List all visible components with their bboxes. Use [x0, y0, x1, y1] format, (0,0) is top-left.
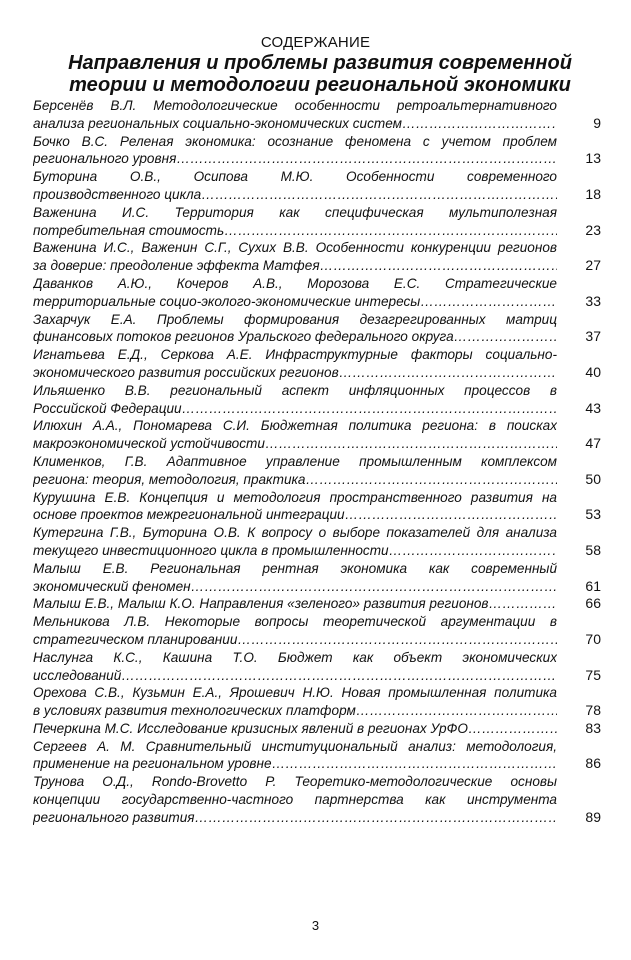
toc-entry[interactable] — [33, 595, 601, 613]
dot-leader — [265, 436, 557, 451]
toc-entry-text: Мельникова Л.В. Некоторые вопросы теоретической аргументации в — [33, 614, 557, 630]
toc-entry-text: концепции государственно-частного партнерства как инструмента — [33, 792, 557, 808]
toc-entry-leader-line — [33, 809, 557, 827]
toc-entry[interactable] — [33, 560, 601, 596]
toc-entry[interactable] — [33, 311, 601, 347]
toc-entry-text: макроэкономической устойчивости — [33, 436, 265, 452]
toc-page-number: 78 — [585, 702, 601, 719]
dot-leader — [306, 472, 558, 487]
toc-entry-text: потребительная стоимость — [33, 222, 225, 238]
toc-entry[interactable] — [33, 133, 601, 169]
toc-page-number: 66 — [585, 595, 601, 612]
toc-entry-text: Берсенёв В.Л. Методологические особенности ретроальтернативного — [33, 98, 557, 113]
toc-entry-text: анализа региональных социально-экономических систем — [33, 115, 402, 131]
toc-page-number: 53 — [585, 506, 601, 523]
toc-entry[interactable] — [33, 489, 601, 525]
dot-leader — [237, 632, 557, 647]
dot-leader — [339, 365, 557, 380]
toc-entry-leader-line — [33, 115, 557, 133]
toc-entry-text: Бочко В.С. Реленая экономика: осознание феномена с учетом проблем — [33, 133, 557, 149]
toc-entry-text: финансовых потоков регионов Уральского федерального округа — [33, 329, 454, 345]
toc-entry-leader-line — [33, 720, 557, 738]
dot-leader — [191, 579, 557, 594]
dot-leader — [121, 668, 557, 683]
toc-entry-leader-line — [33, 542, 557, 560]
toc-entry-leader-line — [33, 222, 557, 240]
toc-entry-leader-line — [33, 755, 557, 773]
toc-entry-text: Трунова О.Д., Rondo-Brovetto P. Теоретико-методологические основы — [33, 774, 557, 790]
toc-entry-text: основе проектов межрегиональной интеграции — [33, 507, 345, 523]
toc-entry[interactable] — [33, 613, 601, 649]
toc-page-number: 47 — [585, 435, 601, 452]
dot-leader — [468, 721, 557, 736]
toc-entry-leader-line — [33, 595, 557, 613]
toc-entry-leader-line — [33, 435, 557, 453]
toc-entry[interactable] — [33, 738, 601, 774]
toc-entry[interactable] — [33, 649, 601, 685]
dot-leader — [176, 151, 557, 166]
toc-entry[interactable] — [33, 720, 601, 738]
dot-leader — [201, 187, 557, 202]
toc-page-number: 33 — [585, 292, 601, 309]
toc-page-number: 58 — [585, 541, 601, 558]
toc-entry[interactable] — [33, 97, 601, 133]
toc-page-number: 13 — [585, 150, 601, 167]
toc-entry-leader-line — [33, 328, 557, 346]
toc-entry[interactable] — [33, 239, 601, 275]
dot-leader — [389, 543, 557, 558]
toc-page-number: 27 — [585, 257, 601, 274]
toc-entry-text: за доверие: преодоление эффекта Матфея — [33, 258, 320, 274]
dot-leader — [454, 329, 557, 344]
toc-entry-leader-line — [33, 400, 557, 418]
dot-leader — [195, 810, 557, 825]
toc-entry-text: регионального развития — [33, 809, 195, 825]
toc-entry-leader-line — [33, 578, 557, 596]
toc-entry-text: Захарчук Е.А. Проблемы формирования дезагрегированных матриц — [33, 311, 557, 327]
dot-leader — [489, 596, 557, 611]
toc-page-number: 75 — [585, 666, 601, 683]
toc-entry-text: в условиях развития технологических платформ — [33, 703, 356, 719]
dot-leader — [345, 507, 557, 522]
toc-entry[interactable] — [33, 453, 601, 489]
toc-entry-text: применение на региональном уровне — [33, 756, 272, 772]
toc-entry-text: Буторина О.В., Осипова М.Ю. Особенности современного — [33, 169, 557, 185]
dot-leader — [182, 401, 557, 416]
toc-page-number: 70 — [585, 630, 601, 647]
toc-entry-text: производственного цикла — [33, 186, 202, 202]
toc-entry-text: экономического развития российских регионов — [33, 364, 339, 380]
toc-page-number: 18 — [585, 185, 601, 202]
toc-entry-text: Российской Федерации — [33, 400, 182, 416]
toc-entry-text: Важенина И.С. Территория как специфическая мультиполезная — [33, 204, 557, 220]
toc-entry-text: Ильяшенко В.В. региональный аспект инфляционных процессов в — [33, 382, 557, 398]
toc-entry[interactable] — [33, 204, 601, 240]
toc-page-number: 50 — [585, 470, 601, 487]
toc-entry-leader-line — [33, 364, 557, 382]
toc-page-number: 40 — [585, 363, 601, 380]
toc-entry[interactable] — [33, 275, 601, 311]
toc-entry-leader-line — [33, 257, 557, 275]
toc-entry-text: Клименков, Г.В. Адаптивное управление промышленным комплексом — [33, 453, 557, 469]
table-of-contents — [33, 97, 601, 827]
toc-entry-leader-line — [33, 506, 557, 524]
toc-entry-text: Наслунга К.С., Кашина Т.О. Бюджет как объект экономических — [33, 649, 557, 665]
toc-entry[interactable] — [33, 417, 601, 453]
toc-entry[interactable] — [33, 773, 601, 826]
toc-entry-text: регионального уровня — [33, 151, 177, 167]
toc-page-number: 9 — [593, 114, 601, 131]
toc-entry[interactable] — [33, 346, 601, 382]
section-title-line-2: теории и методологии региональной экономики — [69, 74, 571, 96]
toc-entry-leader-line — [33, 667, 557, 685]
toc-entry-leader-line — [33, 150, 557, 168]
toc-entry-text: Игнатьева Е.Д., Серкова А.Е. Инфраструктурные факторы социально- — [33, 347, 557, 363]
toc-page-number: 37 — [585, 328, 601, 345]
toc-entry-text: экономический феномен — [33, 578, 191, 594]
toc-entry[interactable] — [33, 168, 601, 204]
toc-entry-text: Печеркина М.С. Исследование кризисных явлений в регионах УрФО — [33, 720, 468, 736]
section-title-line-1: Направления и проблемы развития современной — [68, 52, 572, 74]
toc-entry[interactable] — [33, 524, 601, 560]
toc-entry-leader-line — [33, 293, 557, 311]
toc-entry-leader-line — [33, 631, 557, 649]
dot-leader — [420, 294, 557, 309]
dot-leader — [356, 703, 557, 718]
toc-entry-leader-line — [33, 186, 557, 204]
dot-leader — [320, 258, 557, 273]
section-title — [40, 52, 600, 96]
toc-page-number: 43 — [585, 399, 601, 416]
page-number: 3 — [311, 918, 320, 933]
toc-entry-text: текущего инвестиционного цикла в промышленности — [33, 542, 389, 558]
toc-entry-text: стратегическом планировании — [33, 631, 238, 647]
toc-entry-text: Илюхин А.А., Пономарева С.И. Бюджетная политика региона: в поисках — [33, 418, 557, 434]
toc-entry-text: региона: теория, методология, практика — [33, 471, 306, 487]
toc-entry-text: Курушина Е.В. Концепция и методология пространственного развития на — [33, 489, 557, 505]
toc-entry-text: Сергеев А. М. Сравнительный институциональный анализ: методология, — [33, 738, 557, 754]
toc-entry-leader-line — [33, 471, 557, 489]
toc-entry-text: Малыш Е.В., Малыш К.О. Направления «зеленого» развития регионов — [33, 596, 489, 612]
toc-entry-leader-line — [33, 702, 557, 720]
toc-entry-text: исследований — [33, 667, 122, 683]
toc-page-number: 23 — [585, 221, 601, 238]
toc-entry-text: Даванков А.Ю., Кочеров А.В., Морозова Е.С. Стратегические — [33, 275, 557, 291]
toc-entry[interactable] — [33, 382, 601, 418]
toc-entry-text: территориальные социо-эколого-экономические интересы — [33, 293, 421, 309]
toc-entry-text: Орехова С.В., Кузьмин Е.А., Ярошевич Н.Ю. Новая промышленная политика — [33, 685, 557, 701]
dot-leader — [402, 116, 557, 131]
toc-entry-text: Кутергина Г.В., Буторина О.В. К вопросу о выборе показателей для анализа — [33, 525, 557, 541]
dot-leader — [272, 756, 557, 771]
toc-page-number: 83 — [585, 719, 601, 736]
toc-page-number: 61 — [585, 577, 601, 594]
contents-heading: СОДЕРЖАНИЕ — [260, 34, 371, 51]
toc-entry-text: Важенина И.С., Важенин С.Г., Сухих В.В. Особенности конкуренции регионов — [33, 240, 557, 256]
toc-page-number: 89 — [585, 808, 601, 825]
toc-entry[interactable] — [33, 684, 601, 720]
toc-entry-text: Малыш Е.В. Региональная рентная экономика как современный — [33, 560, 557, 576]
toc-page-number: 86 — [585, 755, 601, 772]
dot-leader — [224, 223, 557, 238]
